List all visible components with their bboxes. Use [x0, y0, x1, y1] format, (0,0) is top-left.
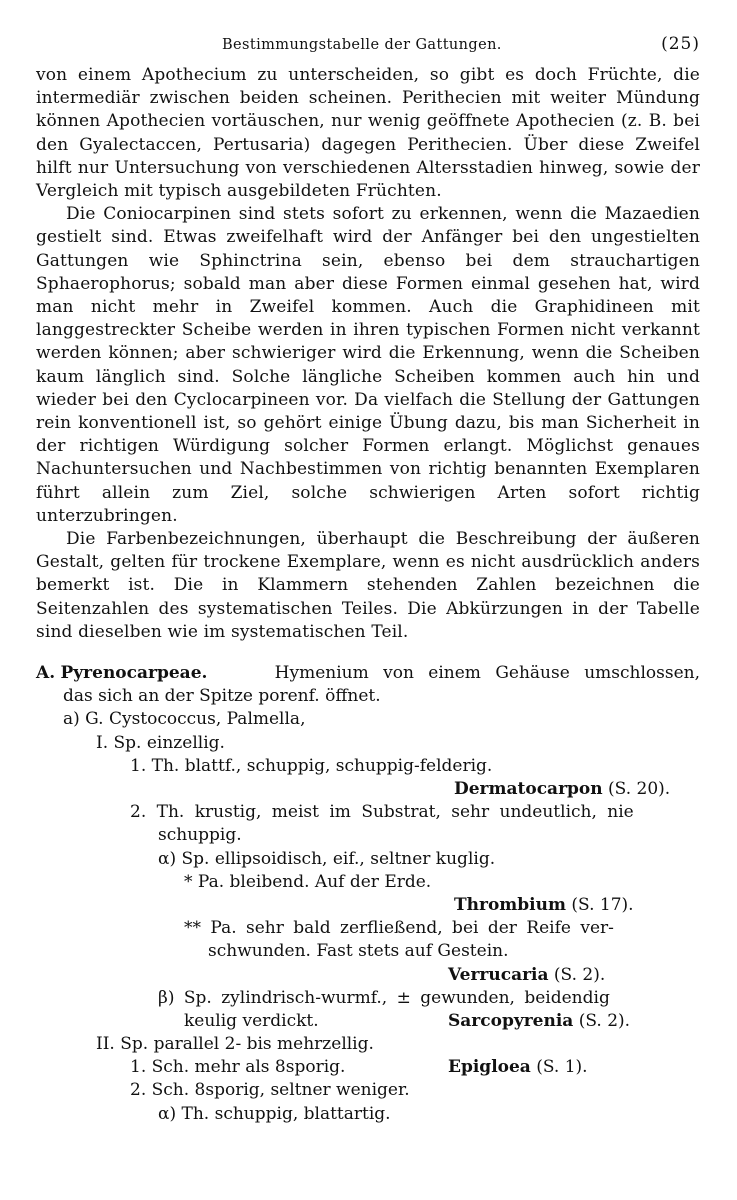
key-entry-star2: ** Pa. sehr bald zerfließend, bei der Reife ver- — [184, 918, 614, 939]
key-entry-ii: II. Sp. parallel 2- bis mehrzellig. — [96, 1034, 374, 1055]
key-entry-beta-cont: keulig verdickt. Sarcopyrenia (S. 2). — [184, 1010, 631, 1031]
running-title: Bestimmungstabelle der Gattungen. — [222, 37, 502, 53]
document-page — [36, 34, 700, 1126]
key-result-dermatocarpon: Dermatocarpon (S. 20). — [454, 779, 671, 800]
genus-name: Dermatocarpon — [454, 779, 603, 800]
paragraph-2: Die Coniocarpinen sind stets sofort zu erkennen, wenn die Mazaedien gestielt sind. Etwas zweifelhaft wird der Anfänger bei den ungestielten Gattungen wie Sphinctrina sein, ebenso bei dem strauchartigen Sphaerophorus; sobald man aber diese Formen einmal gesehen hat, wird man nicht mehr in Zweifel kommen. Auch die Graphidineen mit langgestreckter Scheibe werden in ihren typischen Formen nicht verkannt werden können; aber schwieriger wird die Erkennung, wenn die Scheiben kaum länglich sind. Solche längliche Scheiben kommen auch hin und wieder bei den Cyclocarpineen vor. Da vielfach die Stellung der Gattungen rein konventionell ist, so gehört einige Übung dazu, bis man Sicherheit in der richtigen Würdigung solcher Formen erlangt. Möglichst genaues Nachuntersuchen und Nachbestimmen von richtig benannten Exemplaren führt allein zum Ziel, solche schwierigen Arten sofort richtig unterzubringen. — [36, 204, 700, 526]
genus-name: Epigloea — [448, 1057, 531, 1078]
key-result-verrucaria: Verrucaria (S. 2). — [448, 964, 606, 985]
key-entry-a: A. Pyrenocarpeae. Hymenium von einem Gehäuse umschlossen, — [36, 663, 700, 684]
key-entry-beta: β) Sp. zylindrisch-wurmf., ± gewunden, beidendig — [158, 987, 610, 1008]
key-entry-star2-cont: schwunden. Fast stets auf Gestein. — [208, 941, 509, 962]
key-entry-ii1: 1. Sch. mehr als 8sporig. Epigloea (S. 1). — [130, 1057, 588, 1078]
paragraph-3: Die Farbenbezeichnungen, überhaupt die Beschreibung der äußeren Gestalt, gelten für trockene Exemplare, wenn es nicht ausdrücklich anders bemerkt ist. Die in Klammern stehenden Zahlen bezeichnen die Seitenzahlen des systematischen Teiles. Die Abkürzungen in der Tabelle sind dieselben wie im systematischen Teil. — [36, 529, 700, 642]
key-entry-ii2-alpha: α) Th. schuppig, blattartig. — [158, 1103, 391, 1124]
genus-name: Sarcopyrenia — [448, 1010, 574, 1031]
paragraph-1: von einem Apothecium zu unterscheiden, so gibt es doch Früchte, die intermediär zwischen beiden scheinen. Perithecien mit weiter Mündung können Apothecien vortäuschen, nur wenig geöffnete Apothecien (z. B. bei den Gyalectaccen, Pertusaria) dagegen Perithecien. Über diese Zweifel hilft nur Untersuchung von verschiedenen Altersstadien hinweg, sowie der Vergleich mit typisch ausgebildeten Früchten. — [36, 65, 700, 202]
genus-name: Verrucaria — [448, 964, 549, 985]
key-entry-i2: 2. Th. krustig, meist im Substrat, sehr undeutlich, nie — [130, 802, 634, 823]
key-entry-star1: * Pa. bleibend. Auf der Erde. — [184, 871, 432, 892]
running-header — [222, 34, 700, 54]
key-entry-i1: 1. Th. blattf., schuppig, schuppig-felderig. — [130, 755, 493, 776]
key-entry-a-cont: das sich an der Spitze porenf. öffnet. — [63, 686, 381, 707]
group-name: Pyrenocarpeae. — [60, 663, 208, 684]
genus-name: Thrombium — [454, 894, 566, 915]
key-result-thrombium: Thrombium (S. 17). — [454, 894, 634, 915]
key-entry-alpha: α) Sp. ellipsoidisch, eif., seltner kuglig. — [158, 848, 496, 869]
key-entry-ii2: 2. Sch. 8sporig, seltner weniger. — [130, 1080, 410, 1101]
key-entry-i2-cont: schuppig. — [158, 825, 242, 846]
identification-key — [36, 662, 700, 1126]
key-entry-a-sub: a) G. Cystococcus, Palmella, — [63, 709, 306, 730]
page-number: (25) — [661, 34, 700, 54]
key-entry-i: I. Sp. einzellig. — [96, 732, 225, 753]
